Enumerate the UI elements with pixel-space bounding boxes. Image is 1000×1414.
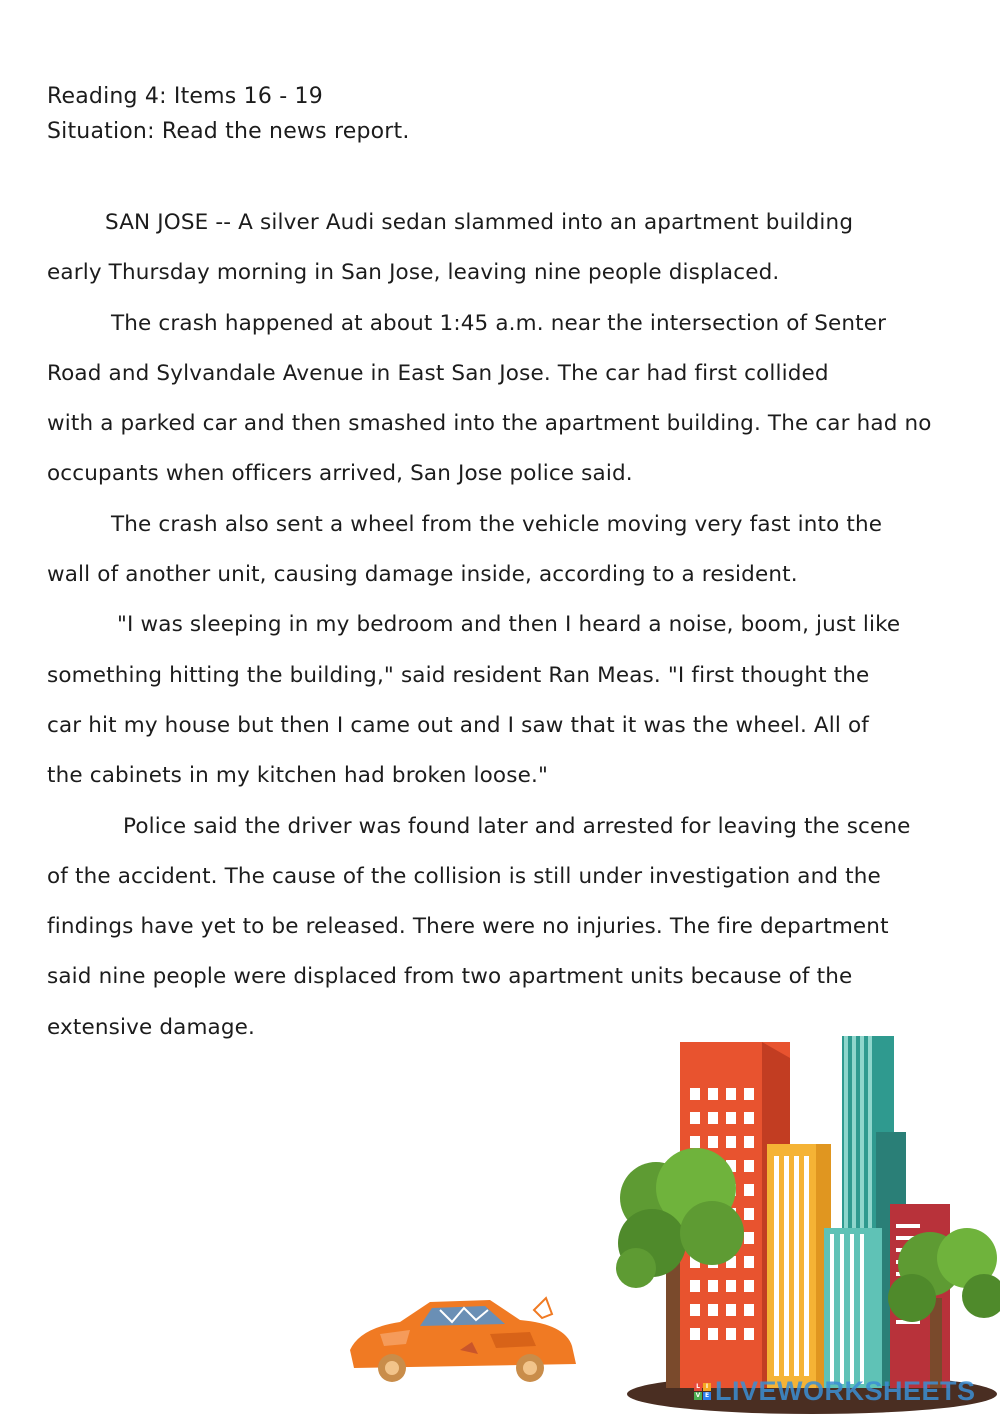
news-report <box>47 198 967 1053</box>
article-line: said nine people were displaced from two apartment units because of the <box>47 964 853 990</box>
article-line: something hitting the building," said resident Ran Meas. "I first thought the <box>47 662 870 688</box>
article-line: SAN JOSE -- A silver Audi sedan slammed into an apartment building <box>105 210 854 235</box>
article-line: early Thursday morning in San Jose, leaving nine people displaced. <box>47 260 780 286</box>
article-line: occupants when officers arrived, San Jose police said. <box>47 461 633 487</box>
article-line: extensive damage. <box>47 1014 256 1040</box>
watermark-text: LIVEWORKSHEETS <box>715 1375 976 1406</box>
article-line: findings have yet to be released. There were no injuries. The fire department <box>47 914 889 940</box>
logo-letter: I <box>703 1383 711 1391</box>
logo-letter: L <box>694 1383 702 1391</box>
crashed-car-icon <box>340 1290 585 1390</box>
article-line: car hit my house but then I came out and I saw that it was the wheel. All of <box>47 712 870 738</box>
article-line: The crash happened at about 1:45 a.m. near the intersection of Senter <box>111 310 887 336</box>
article-line: of the accident. The cause of the collision is still under investigation and the <box>47 863 881 889</box>
reading-title: Reading 4: Items 16 - 19 <box>47 84 323 109</box>
article-line: Police said the driver was found later and arrested for leaving the scene <box>123 813 911 839</box>
article-line: "I was sleeping in my bedroom and then I heard a noise, boom, just like <box>117 612 901 638</box>
article-line: Road and Sylvandale Avenue in East San Jose. The car had first collided <box>47 360 829 386</box>
logo-letter: E <box>704 1391 710 1399</box>
article-line: the cabinets in my kitchen had broken loose." <box>47 763 548 789</box>
article-line: wall of another unit, causing damage inside, according to a resident. <box>47 562 798 588</box>
liveworksheets-watermark <box>694 1375 976 1406</box>
logo-letter: V <box>695 1391 701 1399</box>
situation-instruction: Situation: Read the news report. <box>47 119 410 144</box>
city-buildings-icon <box>612 1028 1000 1414</box>
article-line: with a parked car and then smashed into the apartment building. The car had no <box>47 411 932 437</box>
article-line: The crash also sent a wheel from the vehicle moving very fast into the <box>111 511 883 537</box>
liveworksheets-logo-icon <box>694 1383 711 1400</box>
